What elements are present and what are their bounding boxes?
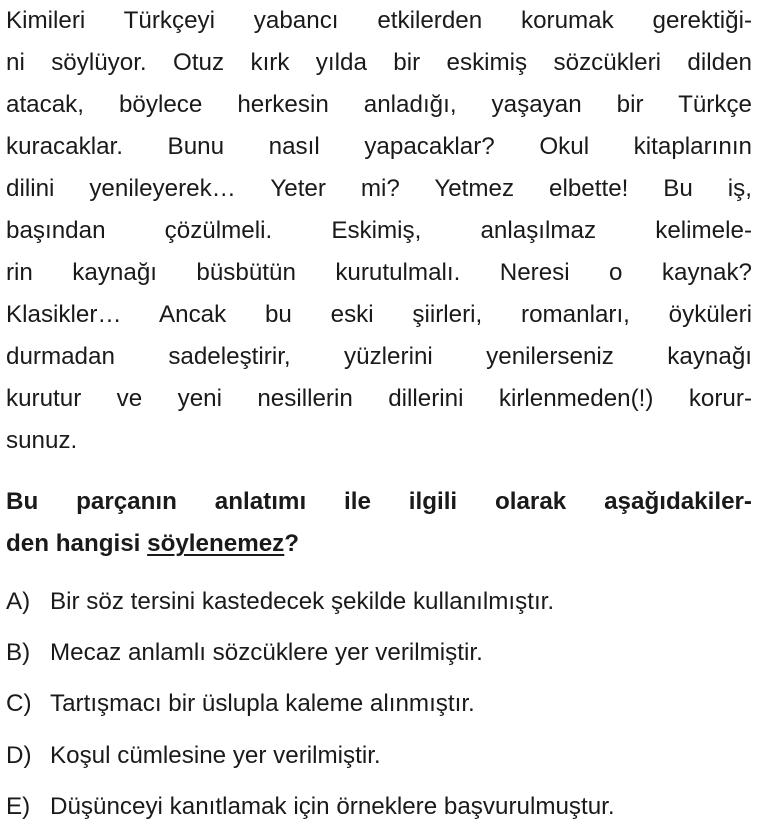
option-a[interactable] [6, 576, 752, 627]
answer-options [6, 576, 752, 832]
option-d[interactable] [6, 730, 752, 781]
option-text: Bir söz tersini kastedecek şekilde kullanılmıştır. [50, 588, 555, 615]
question-stem [6, 481, 752, 565]
passage-line: sunuz. [6, 427, 78, 454]
option-text: Tartışmacı bir üslupla kaleme alınmıştır. [50, 690, 475, 718]
question-line [6, 523, 752, 565]
passage-line: Kimileri Türkçeyi yabancı etkilerden korumak gerektiği- [6, 7, 752, 34]
passage-line: Klasikler… Ancak bu eski şiirleri, romanları, öyküleri [6, 301, 752, 328]
passage-line: başından çözülmeli. Eskimiş, anlaşılmaz kelimele- [6, 217, 752, 244]
passage-line: rin kaynağı büsbütün kurutulmalı. Neresi o kaynak? [6, 259, 752, 286]
option-letter: B) [6, 639, 31, 667]
option-text: Koşul cümlesine yer verilmiştir. [50, 741, 381, 769]
question-prefix: den hangisi [6, 530, 148, 557]
option-b[interactable] [6, 627, 752, 678]
option-e[interactable] [6, 781, 752, 832]
option-letter: C) [6, 690, 32, 718]
passage-line: ni söylüyor. Otuz kırk yılda bir eskimiş sözcükleri dilden [6, 49, 752, 76]
passage-text [6, 0, 752, 462]
option-text: Düşünceyi kanıtlamak için örneklere başvurulmuştur. [50, 792, 615, 820]
option-text: Mecaz anlamlı sözcüklere yer verilmiştir. [50, 639, 483, 667]
option-letter: A) [6, 588, 31, 615]
question-keyword: söylenemez [147, 530, 285, 557]
option-letter: E) [6, 792, 31, 820]
passage-line: kuracaklar. Bunu nasıl yapacaklar? Okul kitaplarının [6, 133, 752, 160]
question-suffix: ? [284, 530, 300, 557]
passage-line: atacak, böylece herkesin anladığı, yaşayan bir Türkçe [6, 91, 752, 118]
option-letter: D) [6, 741, 32, 769]
passage-line: durmadan sadeleştirir, yüzlerini yenilerseniz kaynağı [6, 343, 752, 370]
passage-line: dilini yenileyerek… Yeter mi? Yetmez elbette! Bu iş, [6, 175, 752, 202]
passage-line: kurutur ve yeni nesillerin dillerini kirlenmeden(!) korur- [6, 385, 752, 412]
option-c[interactable] [6, 678, 752, 729]
question-line: Bu parçanın anlatımı ile ilgili olarak aşağıdakiler- [6, 488, 752, 515]
